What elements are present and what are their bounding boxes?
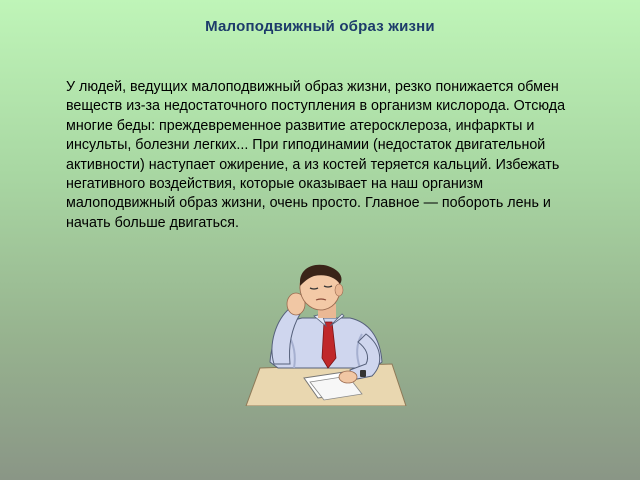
slide-body-text: У людей, ведущих малоподвижный образ жизни, резко понижается обмен веществ из-за недостаточного поступления в организм кислорода. Отсюда многие беды: преждевременное развитие атеросклероза, инфаркты и инсульты, болезни легких... При гиподинамии (недостаток двигательной активности) наступает ожирение, а из костей теряется кальций. Избежать негативного воздействия, которые оказывает на наш организм малоподвижный образ жизни, очень просто. Главное — побороть лень и начать больше двигаться. xyxy=(66,79,566,231)
tired-man-illustration xyxy=(244,264,408,406)
slide-title: Малоподвижный образ жизни xyxy=(205,18,435,35)
